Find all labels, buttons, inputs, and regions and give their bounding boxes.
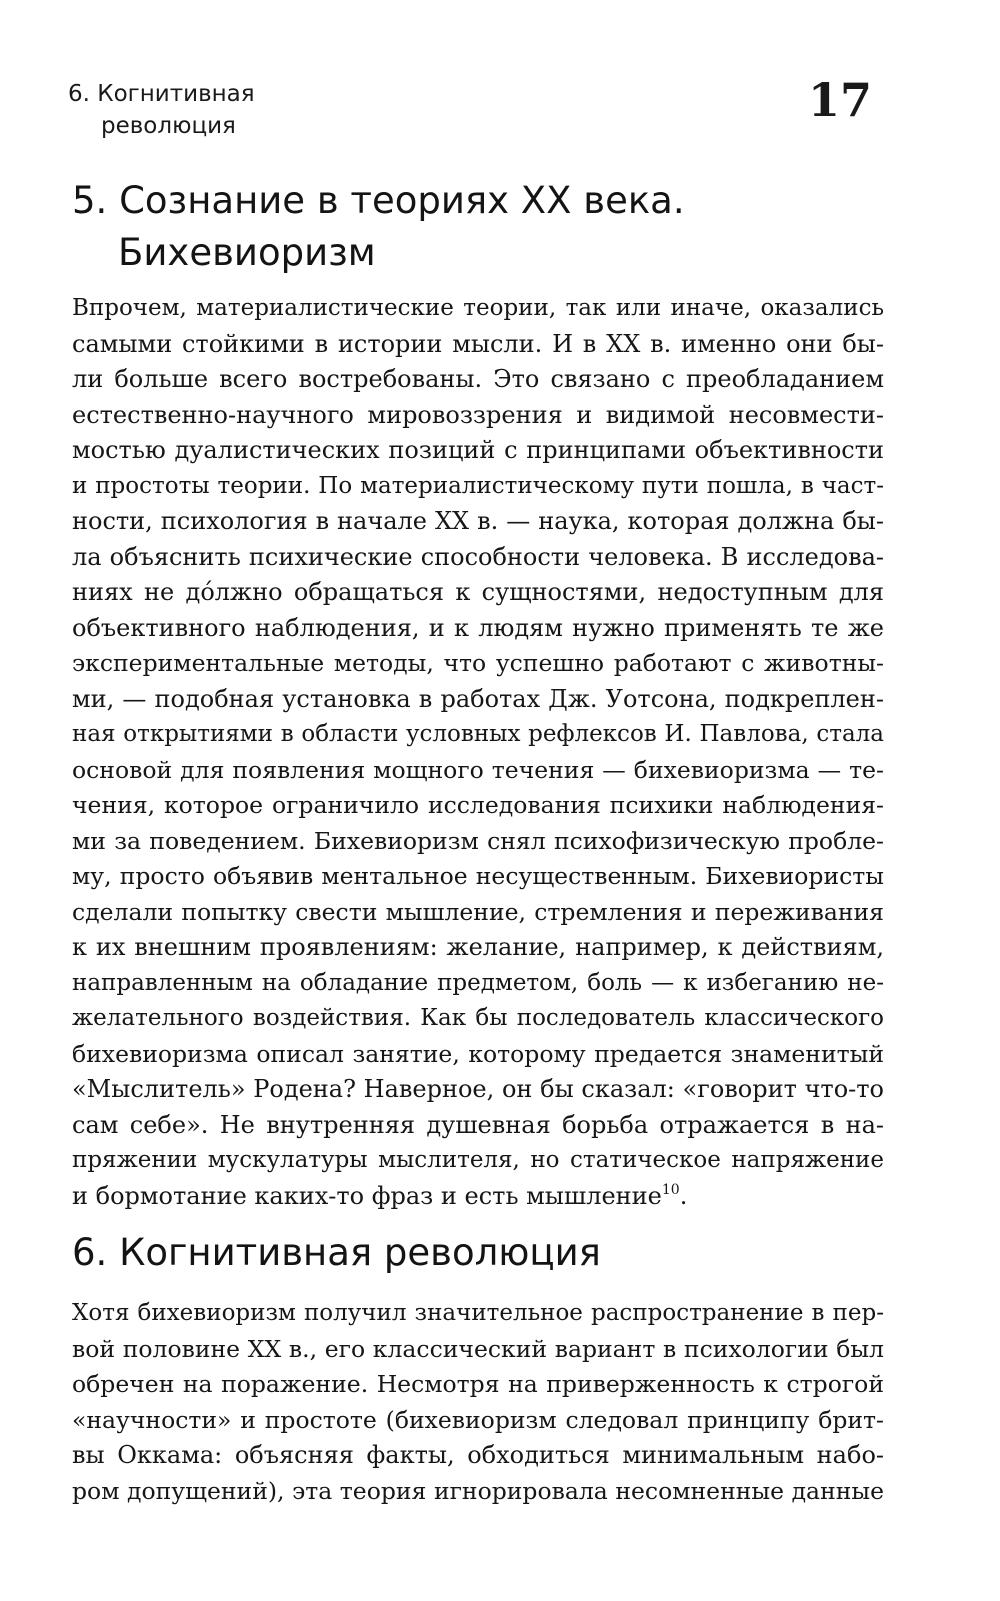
text-line: ниях не до́лжно обращаться к сущностями, недоступным для bbox=[72, 578, 884, 606]
text-line: направленным на обладание предметом, боль — к избеганию не- bbox=[72, 969, 884, 996]
section-5-heading bbox=[72, 175, 685, 279]
text-line: вой половине XX в., его классический вариант в психологии был bbox=[72, 1334, 884, 1363]
text-line: «Мыслитель» Родена? Наверное, он бы сказал: «говорит что-то bbox=[72, 1075, 884, 1103]
text-line: ли больше всего востребованы. Это связано с преобладанием bbox=[72, 365, 884, 393]
section-6-paragraph bbox=[72, 1296, 884, 1509]
running-head-line1: 6. Когнитивная bbox=[68, 81, 255, 107]
text-line: ности, психология в начале XX в. — наука, которая должна бы- bbox=[72, 507, 884, 535]
text-line: и простоты теории. По материалистическому пути пошла, в част- bbox=[72, 472, 884, 499]
text-line: сделали попытку свести мышление, стремления и переживания bbox=[72, 897, 884, 926]
text-line: ми за поведением. Бихевиоризм снял психофизическую пробле- bbox=[72, 826, 884, 855]
text-line: ла объяснить психические способности человека. В исследова- bbox=[72, 542, 884, 571]
text-line: сам себе». Не внутренняя душевная борьба отражается в на- bbox=[72, 1110, 884, 1139]
text-line: желательного воздействия. Как бы последователь классического bbox=[72, 1005, 884, 1031]
last-line-text: и бормотание каких-то фраз и есть мышление bbox=[72, 1181, 662, 1210]
text-line: чения, которое ограничило исследования психики наблюдения- bbox=[72, 791, 884, 819]
section-5-paragraph bbox=[72, 291, 884, 1214]
text-line: объективного наблюдения, и к людям нужно применять те же bbox=[72, 613, 884, 642]
text-line: му, просто объявив ментальное несущественным. Бихевиористы bbox=[72, 862, 884, 890]
text-line: ми, — подобная установка в работах Дж. Уотсона, подкреплен- bbox=[72, 684, 884, 713]
text-line: «научности» и простоте (бихевиоризм следовал принципу брит- bbox=[72, 1405, 884, 1434]
text-line: обречен на поражение. Несмотря на приверженность к строгой bbox=[72, 1370, 884, 1398]
text-line: пряжении мускулатуры мыслителя, но статическое напряжение bbox=[72, 1147, 884, 1173]
text-line: к их внешним проявлениям: желание, например, к действиям, bbox=[72, 933, 884, 961]
text-line: Хотя бихевиоризм получил значительное распространение в пер- bbox=[72, 1300, 884, 1326]
running-head bbox=[68, 78, 255, 142]
last-line-punct: . bbox=[679, 1181, 688, 1210]
text-line: экспериментальные методы, что успешно работают с животны- bbox=[72, 649, 884, 677]
section-6-heading: 6. Когнитивная революция bbox=[72, 1231, 601, 1274]
footnote-reference[interactable]: 10 bbox=[661, 1181, 680, 1198]
page-number: 17 bbox=[807, 73, 872, 127]
section-5-heading-line2: Бихевиоризм bbox=[118, 231, 376, 274]
text-line: мостью дуалистических позиций с принципами объективности bbox=[72, 436, 884, 464]
text-line: ная открытиями в области условных рефлексов И. Павлова, стала bbox=[72, 721, 884, 747]
text-line-last bbox=[72, 1179, 884, 1215]
running-head-line2: революция bbox=[101, 113, 236, 139]
text-line: самыми стойкими в истории мысли. И в XX в. именно они бы- bbox=[72, 329, 884, 358]
text-line: ром допущений), эта теория игнорировала несомненные данные bbox=[72, 1476, 884, 1505]
text-line: вы Оккама: объясняя факты, обходиться минимальным набо- bbox=[72, 1441, 884, 1469]
text-line: бихевиоризма описал занятие, которому предается знаменитый bbox=[72, 1039, 884, 1068]
text-line: Впрочем, материалистические теории, так или иначе, оказались bbox=[72, 295, 884, 321]
text-line: естественно-научного мировоззрения и видимой несовмести- bbox=[72, 400, 884, 429]
text-line: основой для появления мощного течения — бихевиоризма — те- bbox=[72, 755, 884, 784]
section-5-heading-line1: 5. Сознание в теориях XX века. bbox=[72, 179, 685, 222]
